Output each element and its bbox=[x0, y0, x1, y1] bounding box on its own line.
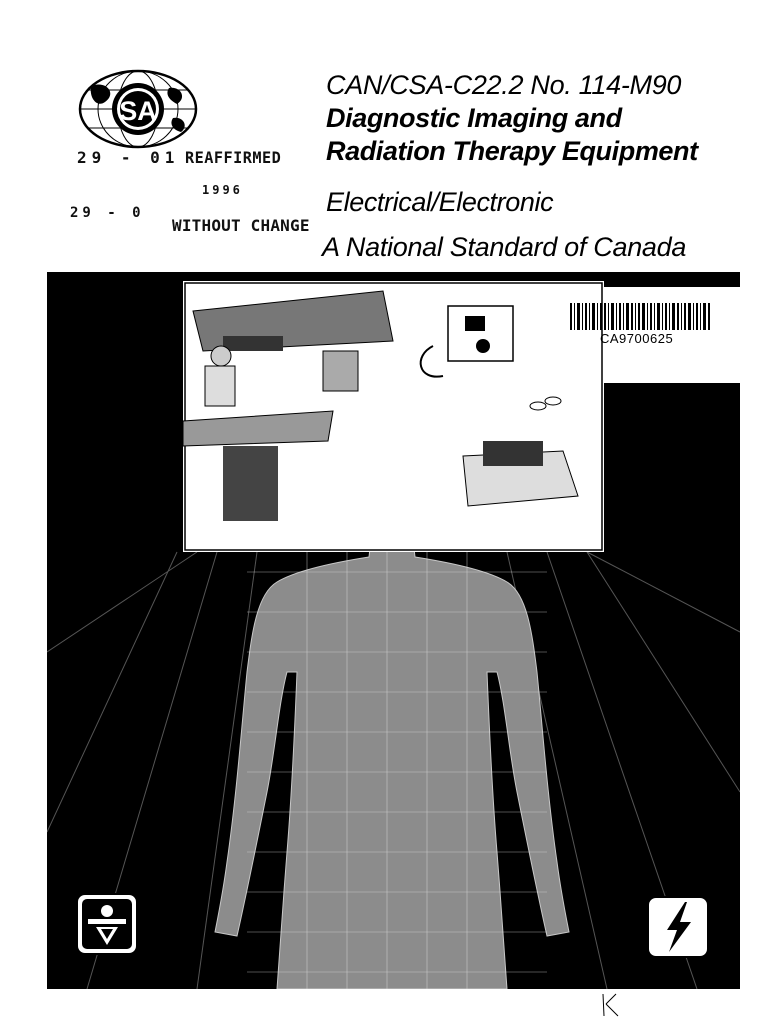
stamp-date-2: 29 - 0 bbox=[70, 205, 145, 221]
binder-hole-bottom bbox=[0, 888, 22, 928]
lightning-bolt-icon bbox=[647, 896, 709, 958]
stamp-without-change: WITHOUT CHANGE bbox=[172, 216, 310, 235]
binder-hole-top bbox=[0, 498, 22, 538]
stamp-year: 1996 bbox=[202, 183, 243, 197]
stamp-date-1: 29 - 01 bbox=[77, 148, 180, 167]
handwritten-mark bbox=[598, 992, 628, 1018]
accessibility-person-icon bbox=[76, 893, 138, 955]
csa-logo-text: SA bbox=[119, 96, 157, 126]
barcode bbox=[570, 303, 710, 330]
csa-globe-logo bbox=[77, 68, 199, 150]
standard-number: CAN/CSA-C22.2 No. 114-M90 bbox=[326, 70, 682, 100]
equipment-illustration bbox=[183, 281, 604, 552]
subtitle: Electrical/Electronic bbox=[326, 187, 554, 217]
stamp-reaffirmed: REAFFIRMED bbox=[185, 148, 282, 167]
title-line-2: Radiation Therapy Equipment bbox=[326, 136, 698, 166]
tagline: A National Standard of Canada bbox=[322, 232, 687, 262]
barcode-number: CA9700625 bbox=[600, 331, 674, 346]
title-line-1: Diagnostic Imaging and bbox=[326, 103, 622, 133]
